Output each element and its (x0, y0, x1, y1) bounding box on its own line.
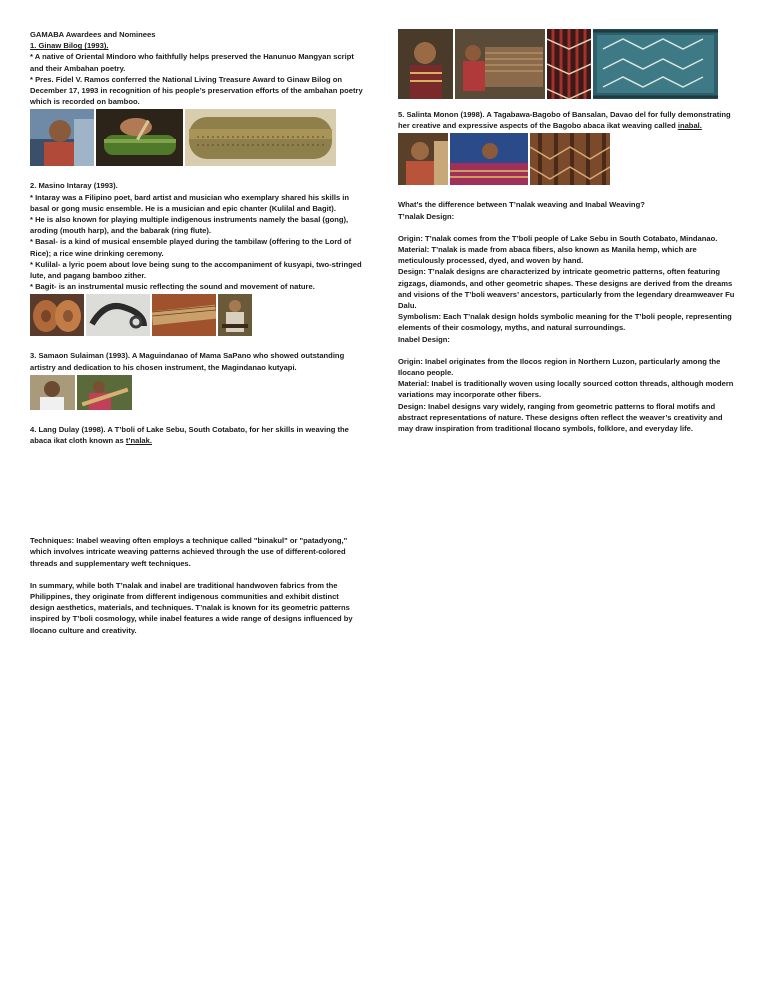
photo-bamboo-writing (96, 109, 183, 166)
techniques-paragraph: Techniques: Inabel weaving often employs a technique called "binakul" or "patadyong," which involves intricate weaving patterns achieved through the use of different-colored threads and supplementary weft techniques. (30, 536, 348, 568)
section-2-title: 2. Masino Intaray (1993). (30, 181, 118, 191)
spacer (398, 188, 738, 199)
spacer (398, 222, 738, 233)
document-heading: GAMABA Awardees and Nominees (30, 30, 156, 39)
section-4-body: 4. Lang Dulay (1998). A T’boli of Lake Sebu, South Cotabato, for her skills in weaving the abaca ikat cloth known as (30, 424, 349, 446)
photo-gongs (30, 294, 84, 336)
photo-musician (218, 294, 252, 336)
inabal-link[interactable]: inabal. (677, 121, 702, 131)
right-column (398, 109, 738, 434)
photo-bamboo-zither (152, 294, 216, 336)
tnalak-line: Material: T’nalak is made from abaca fibers, also known as Manila hemp, which are meticulously processed, dyed, and woven by hand. (398, 245, 697, 266)
photo-lang-dulay (398, 29, 453, 99)
comparison-question: What’s the difference between T’nalak weaving and Inabal Weaving? (398, 200, 645, 210)
inabel-line: Material: Inabel is traditionally woven using locally sourced cotton threads, although modern variations may incorporate other fibers. (398, 379, 734, 400)
section-2-line: * Bagit- is an instrumental music reflecting the sound and movement of nature. (30, 282, 315, 292)
tnalak-link[interactable]: t’nalak. (125, 436, 152, 446)
photo-salinta-monon (398, 133, 448, 185)
photo-ring-flute (86, 294, 150, 336)
photo-kutyapi-player (77, 375, 132, 410)
section-1-line: * Pres. Fidel V. Ramos conferred the National Living Treasure Award to Ginaw Bilog on December 17, 1993 in recognition of his people’s preservation efforts of the ambahan poetry which is recorded on bamboo. (30, 74, 363, 107)
section-4-text (30, 424, 364, 446)
instrument-photos (30, 294, 364, 336)
tnalak-line: Design: T’nalak designs are characterized by intricate geometric patterns, often featuring zigzags, diamonds, and other geometric shapes. These designs are derived from the dreams and visions of the T’boli weavers’ ancestors, particularly from the legendary dreamweaver Fu Dalu. (398, 267, 735, 311)
section-2-line: * He is also known for playing multiple indigenous instruments namely the basal (gong), aroding (mouth harp), and the babarak (ring flute). (30, 215, 349, 236)
photo-tnalak-cloth (547, 29, 591, 99)
photo-inabal-textile (530, 133, 610, 185)
inabal-photos (398, 133, 738, 185)
photo-weaver-at-loom (455, 29, 545, 99)
photo-ikat-pattern (593, 29, 718, 99)
spacer (30, 413, 364, 424)
section-1-line: * A native of Oriental Mindoro who faithfully helps preserved the Hanunuo Mangyan script and their Ambahan poetry. (30, 52, 354, 73)
section-2-line: * Intaray was a Filipino poet, bard artist and musician who exemplary shared his skills in basal or gong music ensemble. He is a musician and epic chanter (Kulilal and Bagit). (30, 192, 350, 213)
weaving-photos-top (398, 29, 718, 99)
kutyapi-photos (30, 375, 364, 410)
section-2-line: * Basal- is a kind of musical ensemble played during the tambilaw (offering to the Lord of Rice); a rice wine drinking ceremony. (30, 237, 352, 258)
spacer (30, 339, 364, 350)
section-5-body: 5. Salinta Monon (1998). A Tagabawa-Bagobo of Bansalan, Davao del for fully demonstrating her creative and expressive aspects of the Bagobo abaca ikat weaving called (398, 110, 731, 131)
inabel-line: Design: Inabel designs vary widely, ranging from geometric patterns to floral motifs and abstract representations of nature. These designs often reflect the weaver’s creativity and may draw inspiration from traditional Ilocano symbols, folklore, and everyday life. (398, 401, 723, 434)
tnalak-design-heading: T’nalak Design: (398, 211, 455, 221)
photo-inscribed-bamboo (185, 109, 336, 166)
spacer (30, 169, 364, 180)
section-1-title: 1. Ginaw Bilog (1993). (30, 41, 109, 51)
section-3-text: 3. Samaon Sulaiman (1993). A Maguindanao of Mama SaPano who showed outstanding artistry and dedication to his chosen instrument, the Magindanao kutyapi. (30, 351, 345, 372)
section-5-text (398, 109, 738, 131)
photo-inabal-weaving (450, 133, 528, 185)
left-column (30, 29, 364, 636)
inabel-design-heading: Inabel Design: (398, 334, 450, 344)
photo-ginaw-bilog-portrait (30, 109, 94, 166)
photo-samaon-sulaiman (30, 375, 75, 410)
ginaw-bilog-photos (30, 109, 364, 166)
section-2-line: * Kulilal- a lyric poem about love being sung to the accompaniment of kusyapi, two-stringed lute, and pagang bamboo zither. (30, 259, 362, 281)
inabel-line: Origin: Inabel originates from the Ilocos region in Northern Luzon, particularly among the Ilocano people. (398, 356, 721, 378)
tnalak-line: Origin: T’nalak comes from the T’boli people of Lake Sebu in South Cotabato, Mindanao. (398, 233, 718, 243)
tnalak-line: Symbolism: Each T’nalak design holds symbolic meaning for the T’boli people, representing elements of their cosmology, myths, and natural surroundings. (398, 312, 732, 333)
spacer (30, 569, 364, 580)
spacer (398, 345, 738, 356)
blank-space (30, 446, 364, 535)
summary-paragraph: In summary, while both T’nalak and inabel are traditional handwoven fabrics from the Philippines, they originate from different indigenous communities and exhibit distinct design aesthetics, materials, and techniques. T’nalak is known for its geometric patterns inspired by T’boli cosmology, while inabel features a wide range of designs influenced by Ilocano culture and creativity. (30, 580, 353, 635)
